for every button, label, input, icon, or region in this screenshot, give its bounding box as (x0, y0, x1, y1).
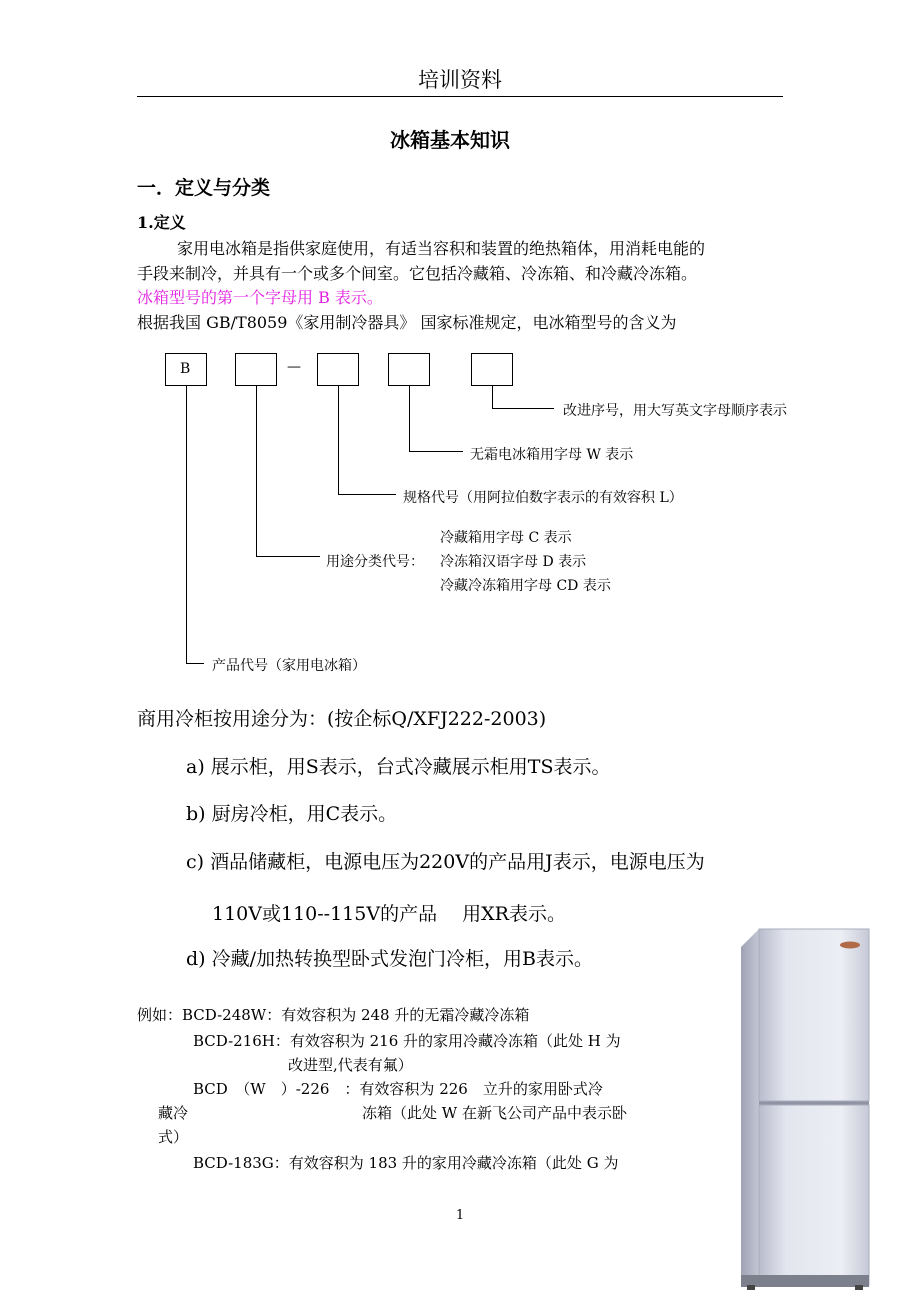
definition-line-1: 家用电冰箱是指供家庭使用，有适当容积和装置的绝热箱体，用消耗电能的 (177, 239, 706, 258)
connector-product-h (186, 663, 204, 664)
code-box-b (165, 353, 207, 386)
commercial-intro: 商用冷柜按用途分为：(按企标Q/XFJ222-2003) (137, 708, 547, 730)
label-product: 产品代号（家用电冰箱） (212, 658, 366, 674)
connector-usage-h (256, 556, 320, 557)
section-heading: 一．定义与分类 (137, 177, 271, 199)
code-dash: — (287, 359, 301, 375)
connector-product-v (186, 386, 187, 663)
commercial-item-b: b) 厨房冷柜，用C表示。 (186, 803, 398, 825)
standard-line: 根据我国 GB/T8059《家用制冷器具》 国家标准规定，电冰箱型号的含义为 (137, 313, 677, 332)
connector-frostfree-v (409, 386, 410, 451)
page-number: 1 (455, 1208, 465, 1223)
example-line-4: BCD （W ）-226 ：有效容积为 226 立升的家用卧式冷 (193, 1080, 603, 1098)
connector-usage-v (256, 386, 257, 556)
connector-improve-v (492, 386, 493, 408)
usage-option-d: 冷冻箱汉语字母 D 表示 (440, 554, 587, 570)
connector-frostfree-h (409, 451, 463, 452)
example-line-2: BCD-216H：有效容积为 216 升的家用冷藏冷冻箱（此处 H 为 (193, 1032, 621, 1050)
example-line-5b: 冻箱（此处 W 在新飞公司产品中表示卧 (362, 1104, 627, 1122)
label-frostfree: 无霜电冰箱用字母 W 表示 (470, 447, 634, 463)
usage-option-c: 冷藏箱用字母 C 表示 (440, 530, 572, 546)
code-box-b-label: B (180, 361, 191, 377)
example-line-6: 式） (158, 1128, 189, 1146)
header-divider (137, 96, 783, 97)
commercial-item-a: a) 展示柜，用S表示，台式冷藏展示柜用TS表示。 (186, 756, 611, 778)
connector-spec-v (338, 386, 339, 494)
commercial-item-c-cont: 110V或110--115V的产品 用XR表示。 (212, 903, 566, 925)
definition-line-2: 手段来制冷，并具有一个或多个间室。它包括冷藏箱、冷冻箱、和冷藏冷冻箱。 (137, 264, 698, 283)
header-title: 培训资料 (418, 68, 502, 92)
example-line-5a: 藏冷 (158, 1104, 189, 1122)
code-box-improve (471, 353, 513, 386)
connector-spec-h (338, 494, 396, 495)
usage-option-cd: 冷藏冷冻箱用字母 CD 表示 (440, 578, 611, 594)
example-line-7: BCD-183G：有效容积为 183 升的家用冷藏冷冻箱（此处 G 为 (193, 1154, 619, 1172)
label-usage: 用途分类代号： (326, 554, 424, 570)
example-line-3: 改进型,代表有氟） (288, 1056, 413, 1074)
commercial-item-c: c) 酒品储藏柜，电源电压为220V的产品用J表示，电源电压为 (186, 851, 705, 873)
commercial-item-d: d) 冷藏/加热转换型卧式发泡门冷柜，用B表示。 (186, 948, 593, 970)
example-line-1: 例如：BCD-248W：有效容积为 248 升的无霜冷藏冷冻箱 (137, 1006, 530, 1024)
refrigerator-image (735, 925, 875, 1290)
code-box-spec (317, 353, 359, 386)
model-prefix-note: 冰箱型号的第一个字母用 B 表示。 (137, 288, 383, 307)
connector-improve-h (492, 408, 554, 409)
document-title: 冰箱基本知识 (390, 128, 510, 152)
label-improve: 改进序号，用大写英文字母顺序表示 (563, 403, 787, 419)
definition-heading: 1.定义 (137, 213, 186, 232)
code-box-frostfree (388, 353, 430, 386)
label-spec: 规格代号（用阿拉伯数字表示的有效容积 L） (403, 490, 683, 506)
code-box-usage (235, 353, 277, 386)
